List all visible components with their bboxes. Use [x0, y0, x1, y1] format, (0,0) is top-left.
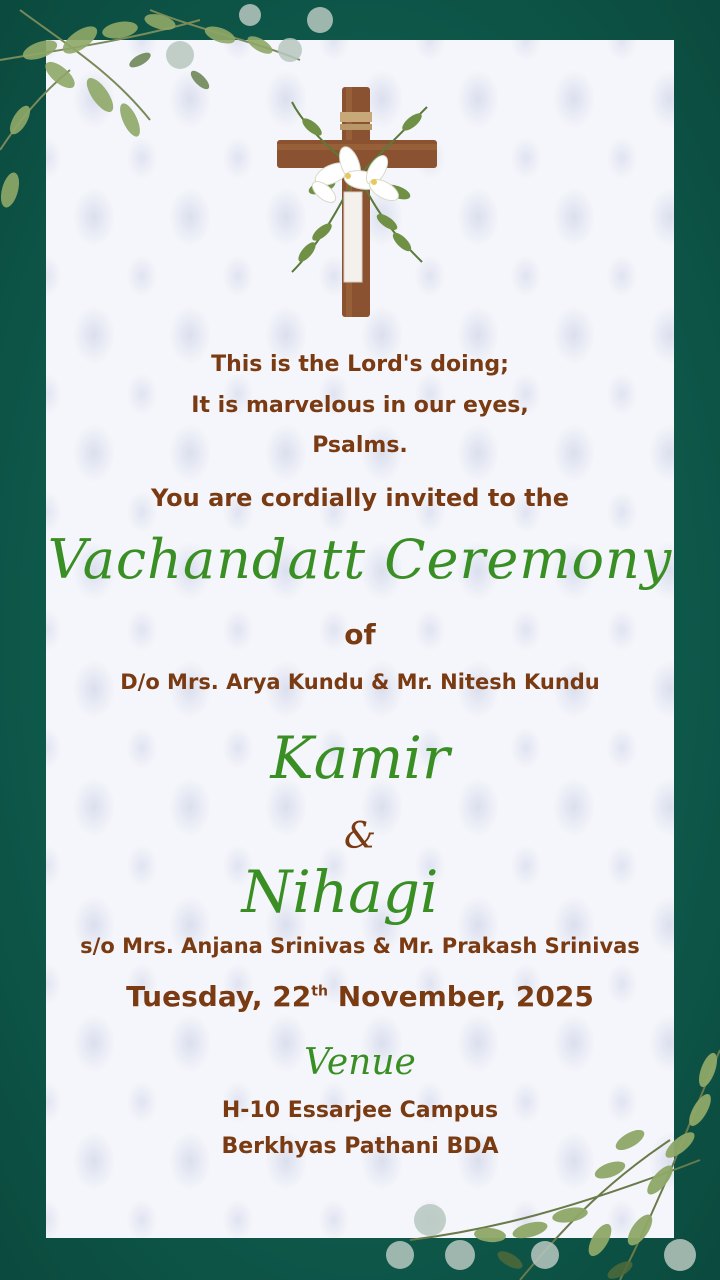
ampersand: &	[343, 816, 377, 857]
wooden-cross-icon	[262, 82, 452, 322]
date-weekday-day: Tuesday, 22	[126, 980, 312, 1013]
of-text: of	[344, 618, 376, 651]
groom-name: Nihagi	[241, 858, 439, 926]
venue-line-1: H-10 Essarjee Campus	[221, 1098, 499, 1123]
invitation-line: You are cordially invited to the	[151, 484, 569, 512]
event-date	[0, 980, 720, 1013]
verse-line-2: It is marvelous in our eyes,	[191, 393, 529, 418]
groom-parents: s/o Mrs. Anjana Srinivas & Mr. Prakash Srinivas	[80, 934, 640, 958]
venue-line-2: Berkhyas Pathani BDA	[221, 1134, 499, 1159]
ceremony-title: Vachandatt Ceremony	[47, 528, 673, 591]
date-month-year: November, 2025	[337, 980, 594, 1013]
date-suffix: th	[311, 983, 328, 1000]
bride-parents: D/o Mrs. Arya Kundu & Mr. Nitesh Kundu	[120, 670, 600, 694]
verse-line-3: Psalms.	[312, 433, 408, 458]
venue-title: Venue	[304, 1042, 416, 1083]
bride-name: Kamir	[270, 724, 450, 792]
verse-line-1: This is the Lord's doing;	[211, 352, 509, 377]
